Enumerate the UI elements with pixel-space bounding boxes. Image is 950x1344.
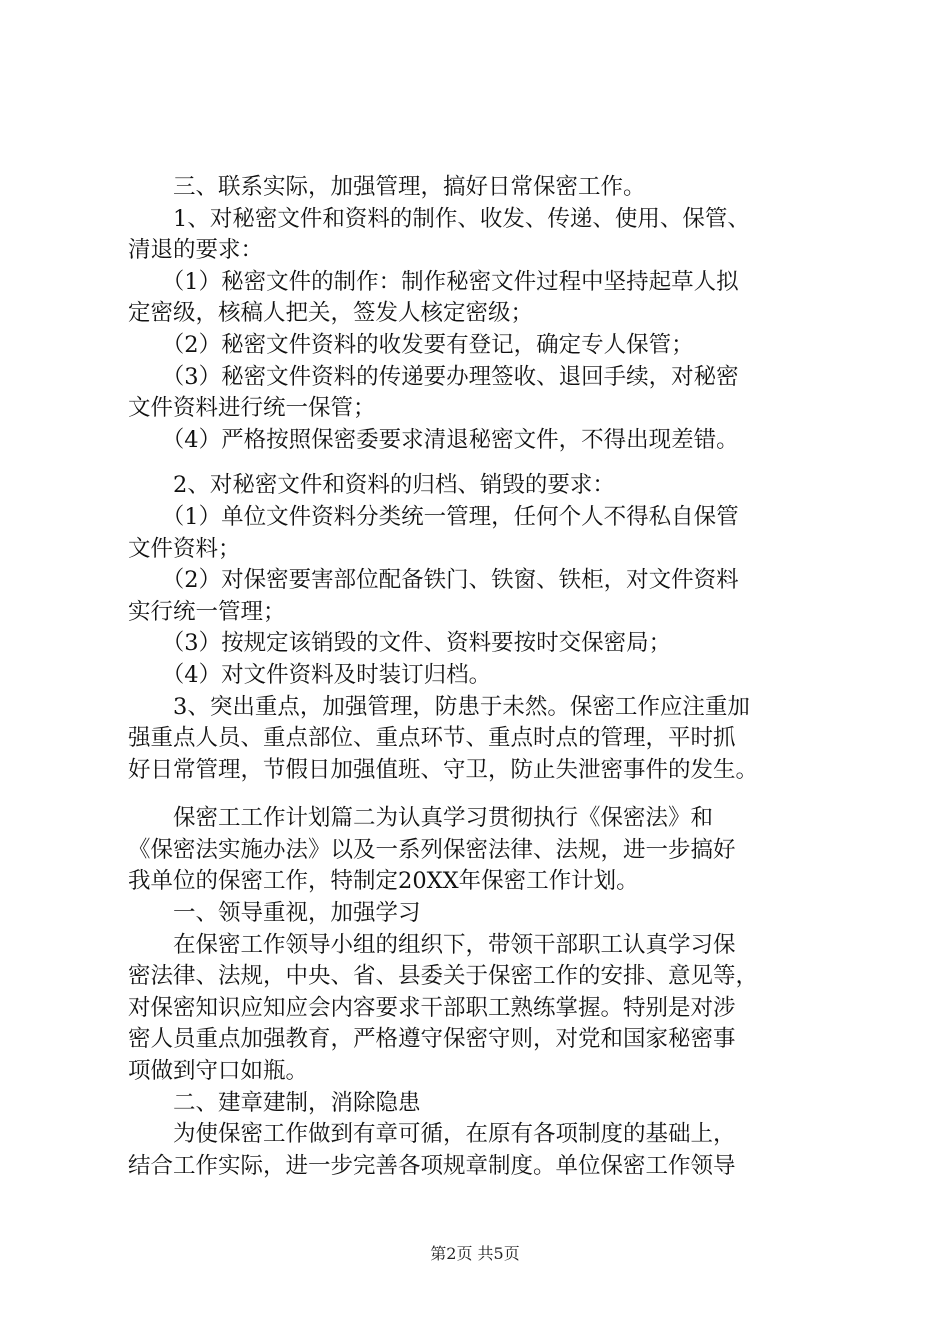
paragraph-line: 2、对秘密文件和资料的归档、销毁的要求： xyxy=(128,472,615,499)
paragraph-line: （3）秘密文件资料的传递要办理签收、退回手续，对秘密 xyxy=(128,363,739,390)
paragraph-line: 清退的要求： xyxy=(128,237,264,264)
paragraph-line: 文件资料进行统一保管； xyxy=(128,395,376,422)
paragraph-line: 密人员重点加强教育，严格遵守保密守则，对党和国家秘密事 xyxy=(128,1026,736,1053)
document-body xyxy=(128,172,828,1182)
paragraph-line: 我单位的保密工作，特制定20XX年保密工作计划。 xyxy=(128,868,639,895)
paragraph-line: 在保密工作领导小组的组织下，带领干部职工认真学习保 xyxy=(128,931,736,958)
paragraph-line: （4）对文件资料及时装订归档。 xyxy=(128,661,492,688)
paragraph-line: 好日常管理，节假日加强值班、守卫，防止失泄密事件的发生。 xyxy=(128,756,759,783)
paragraph-line: （2）秘密文件资料的收发要有登记，确定专人保管； xyxy=(128,331,694,358)
paragraph-line: 密法律、法规，中央、省、县委关于保密工作的安排、意见等， xyxy=(128,963,759,990)
paragraph-line: 1、对秘密文件和资料的制作、收发、传递、使用、保管、 xyxy=(128,205,750,232)
page-number-footer: 第2页 共5页 xyxy=(430,1244,520,1263)
paragraph-line: 保密工工作计划篇二为认真学习贯彻执行《保密法》和 xyxy=(128,805,714,832)
paragraph-line: 《保密法实施办法》以及一系列保密法律、法规，进一步搞好 xyxy=(128,836,736,863)
paragraph-gap xyxy=(128,786,828,803)
section-heading: 三、联系实际，加强管理，搞好日常保密工作。 xyxy=(128,174,646,200)
paragraph-line: 强重点人员、重点部位、重点环节、重点时点的管理，平时抓 xyxy=(128,725,736,752)
paragraph-line: （4）严格按照保密委要求清退秘密文件，不得出现差错。 xyxy=(128,426,739,453)
paragraph-line: （1）秘密文件的制作：制作秘密文件过程中坚持起草人拟 xyxy=(128,268,739,295)
paragraph-line: （3）按规定该销毁的文件、资料要按时交保密局； xyxy=(128,630,672,657)
paragraph-line: 结合工作实际，进一步完善各项规章制度。单位保密工作领导 xyxy=(128,1152,736,1179)
paragraph-line: 实行统一管理； xyxy=(128,598,286,625)
paragraph-line: 文件资料； xyxy=(128,535,241,562)
paragraph-line: 为使保密工作做到有章可循，在原有各项制度的基础上， xyxy=(128,1121,736,1148)
paragraph-line: （2）对保密要害部位配备铁门、铁窗、铁柜，对文件资料 xyxy=(128,567,739,594)
section-heading: 二、建章建制，消除隐患 xyxy=(128,1089,421,1116)
paragraph-line: 对保密知识应知应会内容要求干部职工熟练掌握。特别是对涉 xyxy=(128,994,736,1021)
paragraph-line: 3、突出重点，加强管理，防患于未然。保密工作应注重加 xyxy=(128,693,750,720)
paragraph-line: 项做到守口如瓶。 xyxy=(128,1058,309,1085)
paragraph-line: （1）单位文件资料分类统一管理，任何个人不得私自保管 xyxy=(128,503,739,530)
paragraph-line: 定密级，核稿人把关，签发人核定密级； xyxy=(128,300,534,327)
section-heading: 一、领导重视，加强学习 xyxy=(128,900,421,927)
paragraph-gap xyxy=(128,456,828,470)
